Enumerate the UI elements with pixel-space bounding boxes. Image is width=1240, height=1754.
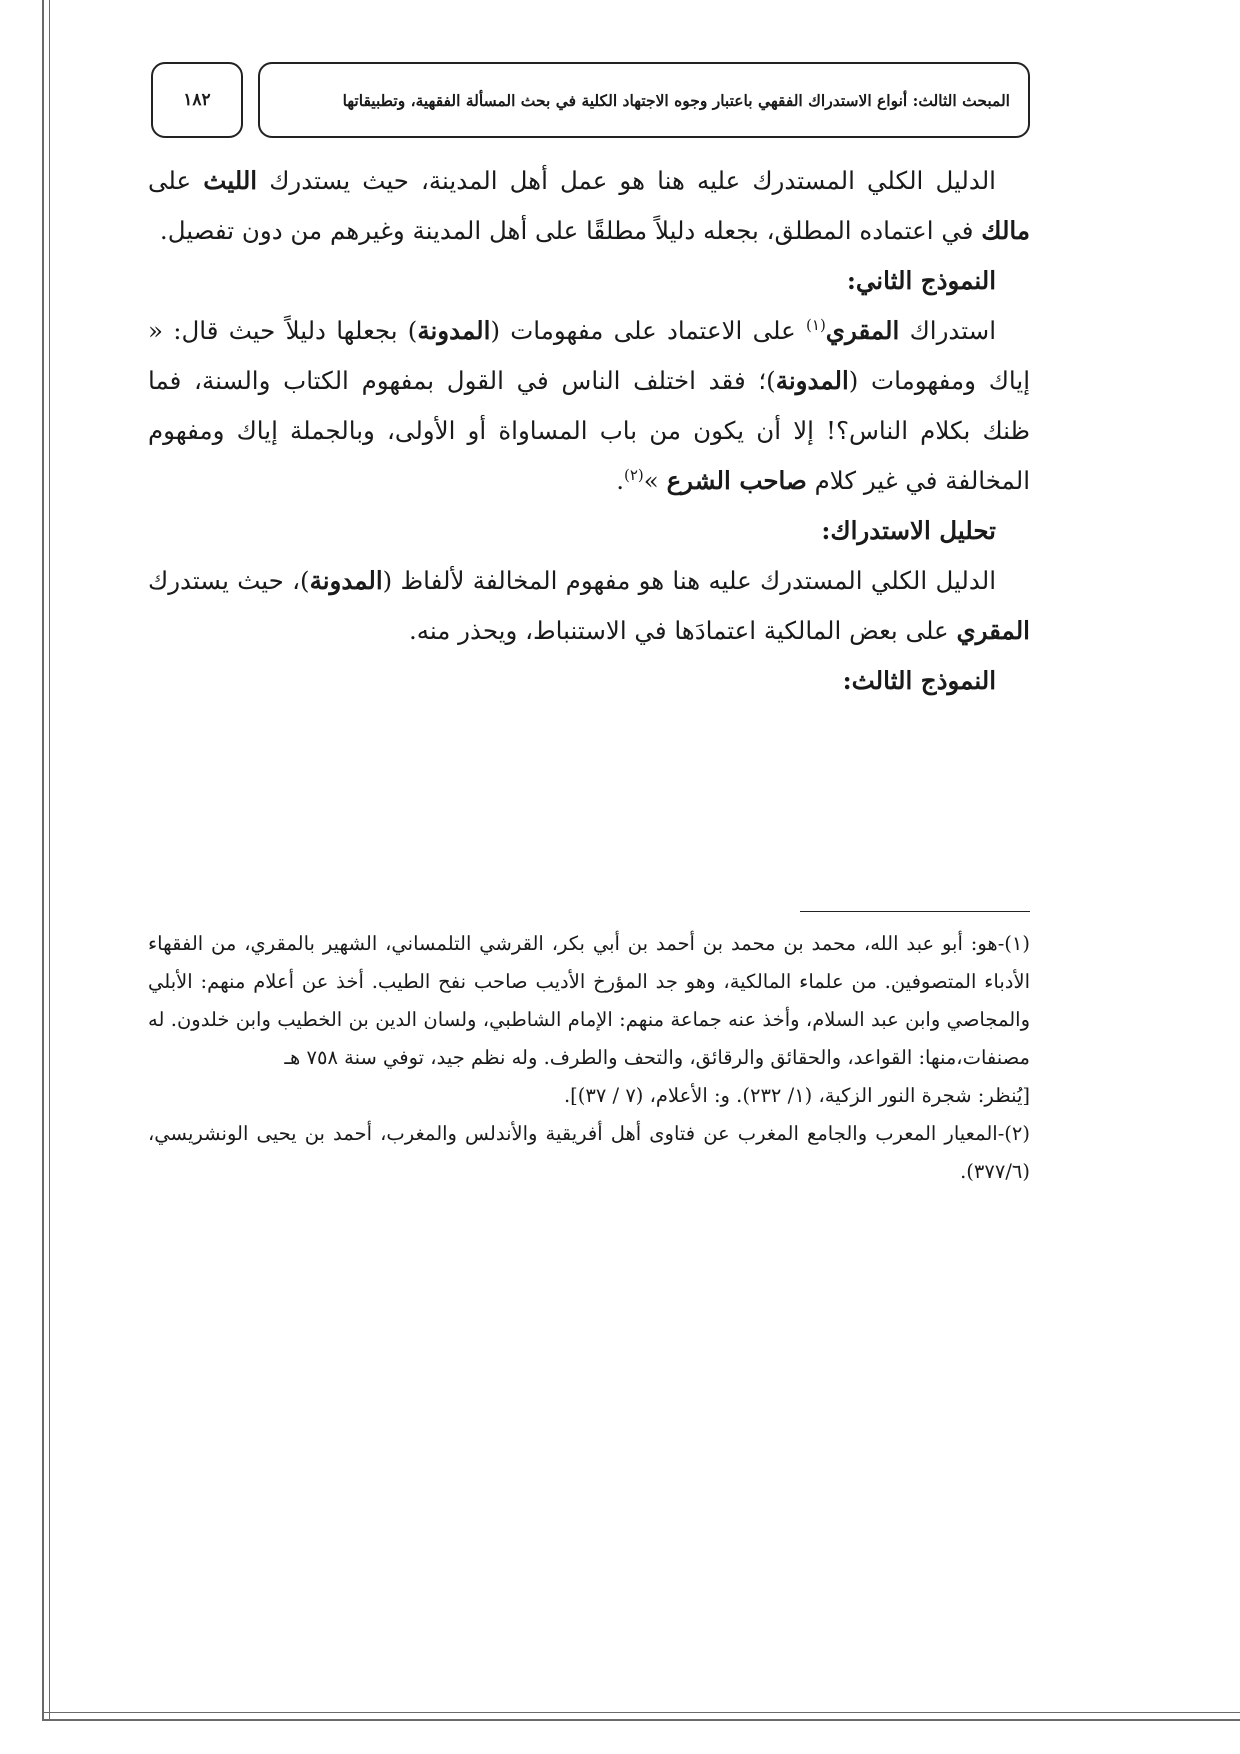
- text-run: ) بجعلها دليلاً حيث قال: « إياك ومفهومات (: [148, 316, 1030, 395]
- footnote-separator: [800, 911, 1030, 912]
- title-al-mudawwana: المدونة: [417, 316, 491, 345]
- name-al-maqqari: المقري: [956, 616, 1030, 645]
- running-header-title-text: المبحث الثالث: أنواع الاستدراك الفقهي باعتبار وجوه الاجتهاد الكلية في بحث المسألة الفقهية، وتطبيقاتها: [342, 90, 1010, 110]
- name-al-maqqari: المقري: [825, 316, 900, 345]
- page-frame-left-border: [42, 0, 50, 1720]
- page-number-box: [151, 62, 243, 138]
- footnotes: [148, 925, 1030, 1191]
- text-run: )، حيث يستدرك: [148, 566, 310, 595]
- title-al-mudawwana: المدونة: [775, 366, 849, 395]
- paragraph-1: [148, 156, 1030, 256]
- heading-analysis: تحليل الاستدراك:: [821, 516, 996, 545]
- footnote-1: (١)-هو: أبو عبد الله، محمد بن محمد بن أحمد بن أبي بكر، القرشي التلمساني، الشهير بالمقري، من الفقهاء الأدباء المتصوفين. من علماء المالكية، وهو جد المؤرخ الأديب صاحب نفح الطيب. أخذ عن أعلام منهم: الأبلي والمجاصي وابن عبد السلام، وأخذ عنه جماعة منهم: الإمام الشاطبي، ولسان الدين بن الخطيب وابن خلدون. له مصنفات،منها: القواعد، والحقائق والرقائق، والتحف والطرف. وله نظم جيد، توفي سنة ٧٥٨ هـ: [148, 932, 1030, 1069]
- name-al-layth: الليث: [203, 166, 258, 195]
- heading-third-model: النموذج الثالث:: [842, 666, 996, 695]
- text-run: الدليل الكلي المستدرك عليه هنا هو عمل أهل المدينة، حيث يستدرك: [257, 166, 996, 195]
- text-run: على بعض المالكية اعتمادَها في الاستنباط، ويحذر منه.: [408, 616, 957, 645]
- page-number: ١٨٢: [183, 90, 211, 110]
- footnote-1-reference: [يُنظر: شجرة النور الزكية، (١/ ٢٣٢). و: الأعلام، (٧ / ٣٧)].: [563, 1084, 1030, 1107]
- heading-second-model: النموذج الثاني:: [846, 266, 996, 295]
- name-malik: مالك: [981, 216, 1030, 245]
- running-header-title: [258, 62, 1030, 138]
- text-run: على الاعتماد على مفهومات (: [490, 316, 807, 345]
- text-run: الدليل الكلي المستدرك عليه هنا هو مفهوم المخالفة لألفاظ (: [382, 566, 996, 595]
- page-frame-bottom-border: [42, 1712, 1240, 1721]
- main-text-body: [148, 156, 1030, 706]
- text-run: استدراك: [899, 316, 996, 345]
- text-run: )؛ فقد اختلف الناس في القول بمفهوم الكتاب والسنة، فما ظنك بكلام الناس؟! إلا أن يكون من باب المساواة أو الأولى، وبالجملة إياك ومفهوم المخالفة في غير كلام: [148, 366, 1030, 495]
- text-run: على: [148, 166, 204, 195]
- title-al-mudawwana: المدونة: [309, 566, 383, 595]
- text-run: في اعتماده المطلق، بجعله دليلاً مطلقًا على أهل المدينة وغيرهم من دون تفصيل.: [159, 216, 982, 245]
- paragraph-2: [148, 306, 1030, 506]
- text-run: .: [616, 466, 624, 495]
- paragraph-3: [148, 556, 1030, 656]
- footnote-marker-1[interactable]: (١): [806, 315, 826, 334]
- footnote-marker-2[interactable]: (٢): [624, 465, 644, 484]
- term-sahib-al-shar: صاحب الشرع: [666, 466, 807, 495]
- text-run: »: [643, 466, 667, 495]
- footnote-2: (٢)-المعيار المعرب والجامع المغرب عن فتاوى أهل أفريقية والأندلس والمغرب، أحمد بن يحيى الونشريسي، (٣٧٧/٦).: [148, 1122, 1030, 1183]
